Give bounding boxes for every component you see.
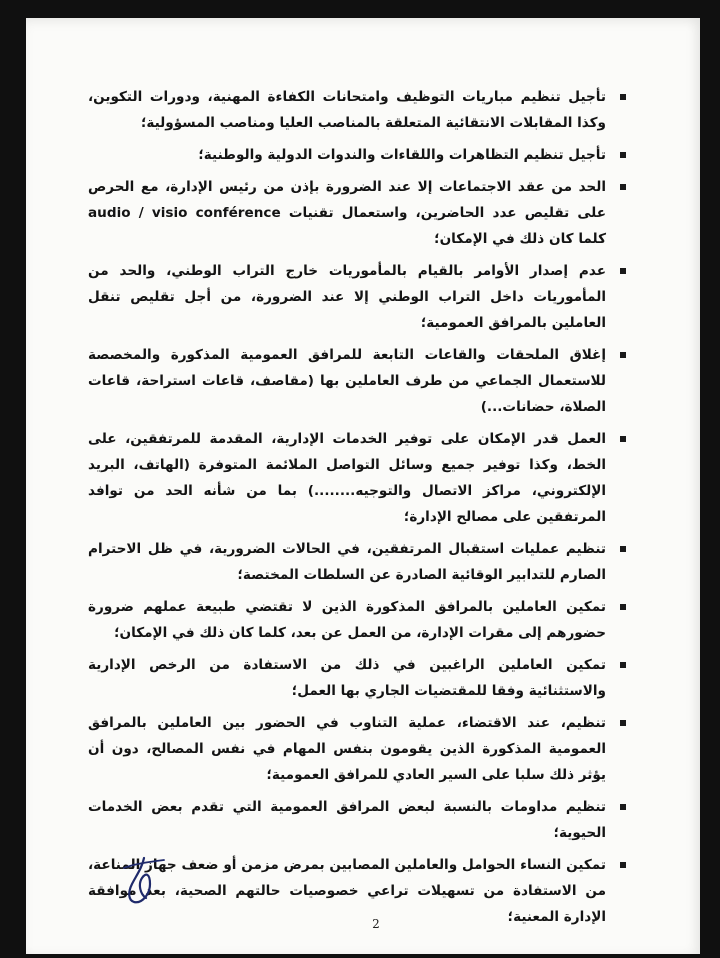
list-item-text: تنظيم مداومات بالنسبة لبعض المرافق العمومية التي تقدم بعض الخدمات الحيوية؛ — [88, 799, 606, 841]
document-body — [88, 84, 626, 936]
list-item-text: العمل قدر الإمكان على توفير الخدمات الإدارية، المقدمة للمرتفقين، على الخط، وكذا توفير جميع وسائل التواصل الملائمة المتوفرة (الهاتف، البريد الإلكتروني، مراكز الاتصال والتوجيه........) بما من شأنه الحد من توافد المرتفقين على مصالح الإدارة؛ — [88, 431, 606, 525]
list-item — [88, 794, 626, 846]
list-item-text: تنظيم، عند الاقتضاء، عملية التناوب في الحضور بين العاملين بالمرافق العمومية المذكورة الذين يقومون بنفس المهام في نفس المصالح، دون أن يؤثر ذلك سلبا على السير العادي للمرافق العمومية؛ — [88, 715, 606, 783]
bullet-square-icon — [620, 352, 626, 358]
list-item — [88, 426, 626, 530]
bullet-square-icon — [620, 268, 626, 274]
list-item — [88, 536, 626, 588]
bullet-square-icon — [620, 862, 626, 868]
list-item — [88, 142, 626, 168]
page-number: 2 — [372, 917, 380, 931]
list-item-text: إغلاق الملحقات والقاعات التابعة للمرافق العمومية المذكورة والمخصصة للاستعمال الجماعي من طرف العاملين بها (مقاصف، قاعات استراحة، قاعات الصلاة، حضانات...) — [88, 347, 606, 415]
list-item — [88, 342, 626, 420]
document-page — [26, 18, 700, 954]
list-item-text: الحد من عقد الاجتماعات إلا عند الضرورة بإذن من رئيس الإدارة، مع الحرص على تقليص عدد الحاضرين، واستعمال تقنيات audio / visio conférence كلما كان ذلك في الإمكان؛ — [88, 179, 606, 247]
bullet-square-icon — [620, 662, 626, 668]
bullet-square-icon — [620, 804, 626, 810]
bullet-square-icon — [620, 184, 626, 190]
list-item — [88, 594, 626, 646]
list-item — [88, 84, 626, 136]
bullet-square-icon — [620, 94, 626, 100]
list-item-text: تنظيم عمليات استقبال المرتفقين، في الحالات الضرورية، في ظل الاحترام الصارم للتدابير الوقائية الصادرة عن السلطات المختصة؛ — [88, 541, 606, 583]
bullet-square-icon — [620, 546, 626, 552]
list-item-text: تمكين العاملين بالمرافق المذكورة الذين لا تقتضي طبيعة عملهم ضرورة حضورهم إلى مقرات الإدارة، من العمل عن بعد، كلما كان ذلك في الإمكان؛ — [88, 599, 606, 641]
list-item-text: تمكين النساء الحوامل والعاملين المصابين بمرض مزمن أو ضعف جهاز المناعة، من الاستفادة من تسهيلات تراعي خصوصيات حالتهم الصحية، بعد موافقة الإدارة المعنية؛ — [88, 857, 606, 925]
list-item — [88, 710, 626, 788]
list-item — [88, 652, 626, 704]
list-item — [88, 174, 626, 252]
list-item-text: عدم إصدار الأوامر بالقيام بالمأموريات خارج التراب الوطني، والحد من المأموريات داخل التراب الوطني إلا عند الضرورة، من أجل تقليص تنقل العاملين بالمرافق العمومية؛ — [88, 263, 606, 331]
list-item — [88, 258, 626, 336]
bullet-square-icon — [620, 436, 626, 442]
list-item-text: تأجيل تنظيم مباريات التوظيف وامتحانات الكفاءة المهنية، ودورات التكوين، وكذا المقابلات الانتقائية المتعلقة بالمناصب العليا ومناصب المسؤولية؛ — [88, 89, 606, 131]
signature-mark — [120, 854, 170, 908]
list-item-text: تمكين العاملين الراغبين في ذلك من الاستفادة من الرخص الإدارية والاستثنائية وفقا للمقتضيات الجاري بها العمل؛ — [88, 657, 606, 699]
list-item-text: تأجيل تنظيم التظاهرات واللقاءات والندوات الدولية والوطنية؛ — [198, 147, 606, 163]
bullet-square-icon — [620, 152, 626, 158]
bullet-square-icon — [620, 720, 626, 726]
bullet-square-icon — [620, 604, 626, 610]
